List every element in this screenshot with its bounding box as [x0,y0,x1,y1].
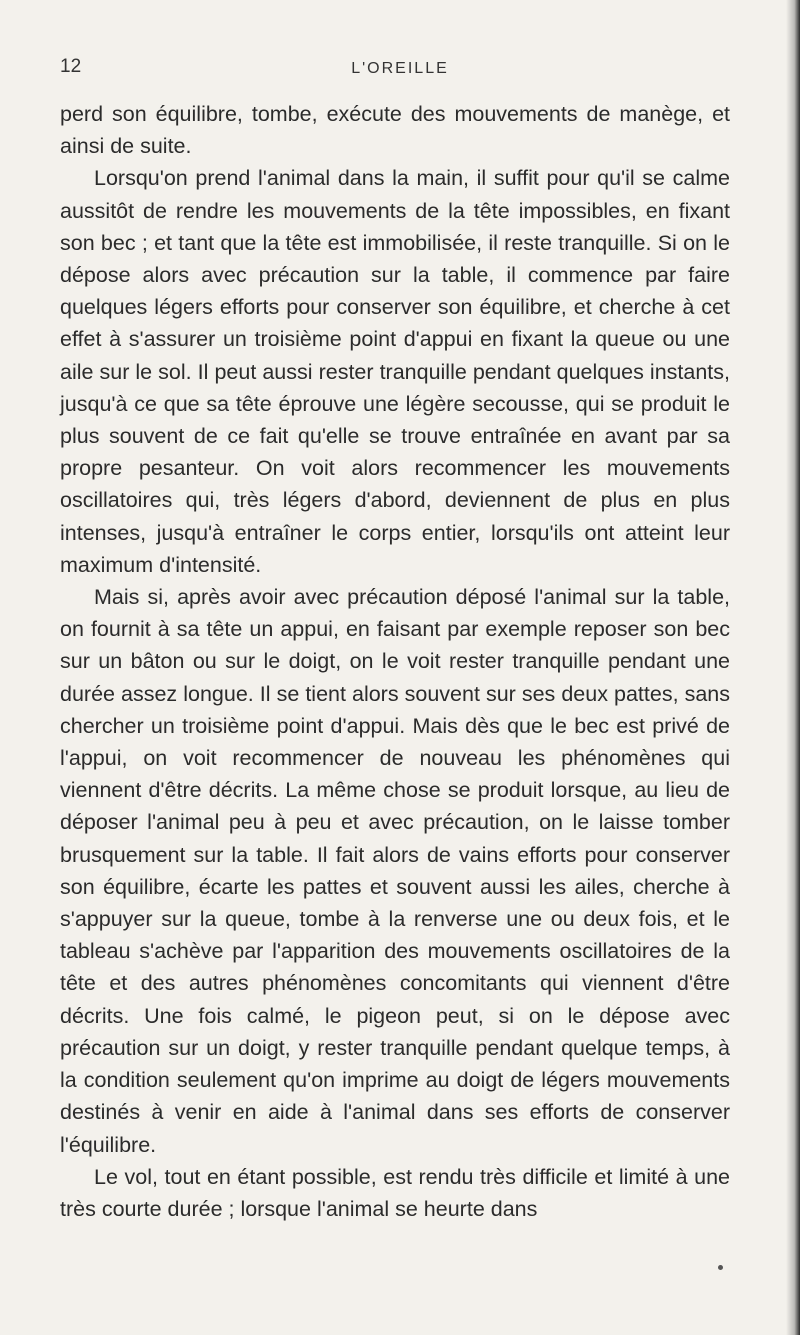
paragraph: Mais si, après avoir avec précaution déposé l'animal sur la table, on fournit à sa tête un appui, en faisant par exemple reposer son bec sur un bâton ou sur le doigt, on le voit rester tranquille pendant une durée assez longue. Il se tient alors souvent sur ses deux pattes, sans chercher un troisième point d'appui. Mais dès que le bec est privé de l'appui, on voit recommencer de nouveau les phénomènes qui viennent d'être décrits. La même chose se produit lorsque, au lieu de déposer l'animal peu à peu et avec précaution, on le laisse tomber brusquement sur la table. Il fait alors de vains efforts pour conserver son équilibre, écarte les pattes et souvent aussi les ailes, cherche à s'appuyer sur la queue, tombe à la renverse une ou deux fois, et le tableau s'achève par l'apparition des mouvements oscillatoires de la tête et des autres phénomènes concomitants qui viennent d'être décrits. Une fois calmé, le pigeon peut, si on le dépose avec précaution sur un doigt, y rester tranquille pendant quelque temps, à la condition seulement qu'on imprime au doigt de légers mouvements destinés à venir en aide à l'animal dans ses efforts de conserver l'équilibre. [60,585,730,1157]
running-head [60,56,740,90]
running-title: L'OREILLE [351,60,449,77]
footer-mark [718,1265,723,1270]
body-text [60,98,730,1225]
paragraph-continuation: perd son équilibre, tombe, exécute des mouvements de manège, et ainsi de suite. [60,102,730,159]
page-edge-shadow [786,0,800,1335]
paragraph: Le vol, tout en étant possible, est rendu très difficile et limité à une très courte durée ; lorsque l'animal se heurte dans [60,1164,730,1221]
paragraph: Lorsqu'on prend l'animal dans la main, il suffit pour qu'il se calme aussitôt de rendre les mouvements de la tête impossibles, en fixant son bec ; et tant que la tête est immobilisée, il reste tranquille. Si on le dépose alors avec précaution sur la table, il commence par faire quelques légers efforts pour conserver son équilibre, et cherche à cet effet à s'assurer un troisième point d'appui en fixant la queue ou une aile sur le sol. Il peut aussi rester tranquille pendant quelques instants, jusqu'à ce que sa tête éprouve une légère secousse, qui se produit le plus souvent de ce fait qu'elle se trouve entraînée en avant par sa propre pesanteur. On voit alors recommencer les mouvements oscillatoires qui, très légers d'abord, deviennent de plus en plus intenses, jusqu'à entraîner le corps entier, lorsqu'ils ont atteint leur maximum d'intensité. [60,166,730,577]
page-number: 12 [60,56,82,77]
